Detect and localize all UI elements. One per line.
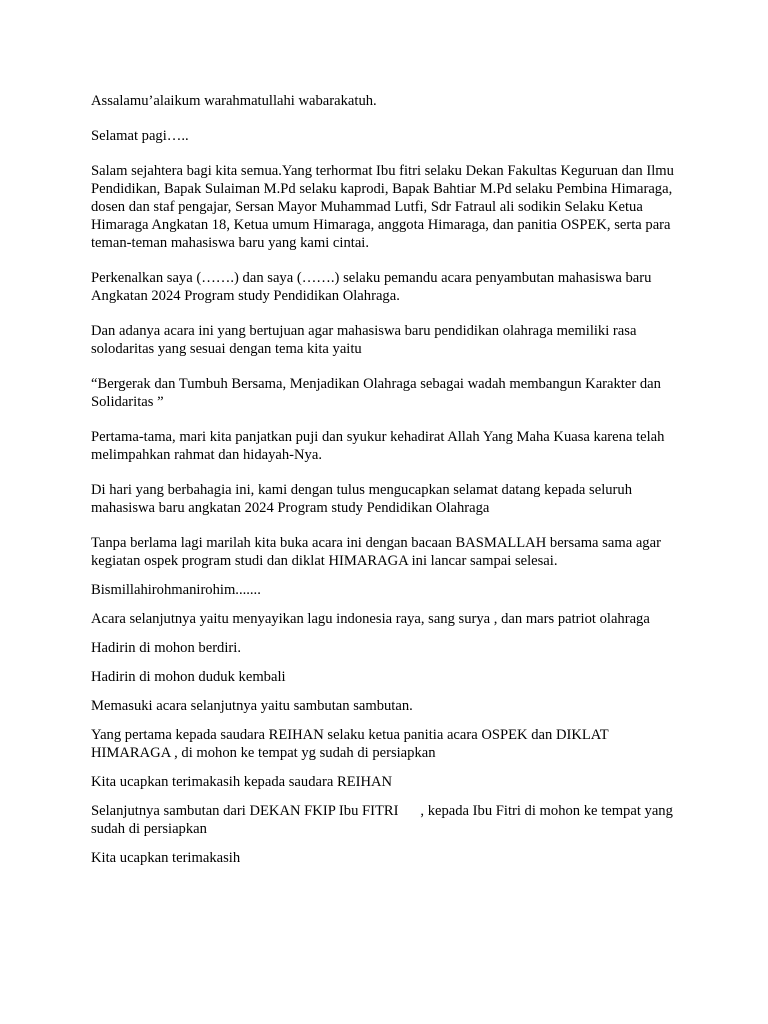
paragraph-introduction: Perkenalkan saya (…….) dan saya (…….) selaku pemandu acara penyambutan mahasiswa baru Angkatan 2024 Program study Pendidikan Olahraga. bbox=[91, 270, 652, 304]
paragraph-speeches: Memasuki acara selanjutnya yaitu sambutan sambutan. bbox=[91, 698, 413, 714]
paragraph-stand: Hadirin di mohon berdiri. bbox=[91, 640, 241, 656]
paragraph-gratitude: Pertama-tama, mari kita panjatkan puji dan syukur kehadirat Allah Yang Maha Kuasa karena telah melimpahkan rahmat dan hidayah-Nya. bbox=[91, 429, 665, 463]
paragraph-theme: “Bergerak dan Tumbuh Bersama, Menjadikan Olahraga sebagai wadah membangun Karakter dan Solidaritas ” bbox=[91, 376, 661, 410]
paragraph-thanks-reihan: Kita ucapkan terimakasih kepada saudara REIHAN bbox=[91, 774, 393, 790]
document-body bbox=[91, 92, 681, 867]
paragraph-opening: Tanpa berlama lagi marilah kita buka acara ini dengan bacaan BASMALLAH bersama sama agar kegiatan ospek program studi dan diklat HIMARAGA ini lancar sampai selesai. bbox=[91, 535, 661, 569]
paragraph-anthem: Acara selanjutnya yaitu menyayikan lagu indonesia raya, sang surya , dan mars patriot olahraga bbox=[91, 611, 650, 627]
paragraph-respectful-greetings: Salam sejahtera bagi kita semua.Yang terhormat Ibu fitri selaku Dekan Fakultas Keguruan dan Ilmu Pendidikan, Bapak Sulaiman M.Pd selaku kaprodi, Bapak Bahtiar M.Pd selaku Pembina Himaraga, dosen dan staf pengajar, Sersan Mayor Muhammad Lutfi, Sdr Fatraul ali sodikin Selaku Ketua Himaraga Angkatan 18, Ketua umum Himaraga, anggota Himaraga, dan panitia OSPEK, serta para teman-teman mahasiswa baru yang kami cintai. bbox=[91, 163, 674, 251]
paragraph-final-thanks: Kita ucapkan terimakasih bbox=[91, 850, 241, 866]
paragraph-greeting: Assalamu’alaikum warahmatullahi wabarakatuh. bbox=[91, 93, 377, 109]
paragraph-bismillah: Bismillahirohmanirohim....... bbox=[91, 582, 261, 598]
paragraph-dean-speech: Selanjutnya sambutan dari DEKAN FKIP Ibu FITRI , kepada Ibu Fitri di mohon ke tempat yang sudah di persiapkan bbox=[91, 803, 677, 837]
paragraph-sit: Hadirin di mohon duduk kembali bbox=[91, 669, 286, 685]
paragraph-event-purpose: Dan adanya acara ini yang bertujuan agar mahasiswa baru pendidikan olahraga memiliki rasa solodaritas yang sesuai dengan tema kita yaitu bbox=[91, 323, 637, 357]
paragraph-good-morning: Selamat pagi….. bbox=[91, 128, 189, 144]
paragraph-welcome: Di hari yang berbahagia ini, kami dengan tulus mengucapkan selamat datang kepada seluruh mahasiswa baru angkatan 2024 Program study Pendidikan Olahraga bbox=[91, 482, 633, 516]
paragraph-first-speaker: Yang pertama kepada saudara REIHAN selaku ketua panitia acara OSPEK dan DIKLAT HIMARAGA , di mohon ke tempat yg sudah di persiapkan bbox=[91, 727, 609, 761]
